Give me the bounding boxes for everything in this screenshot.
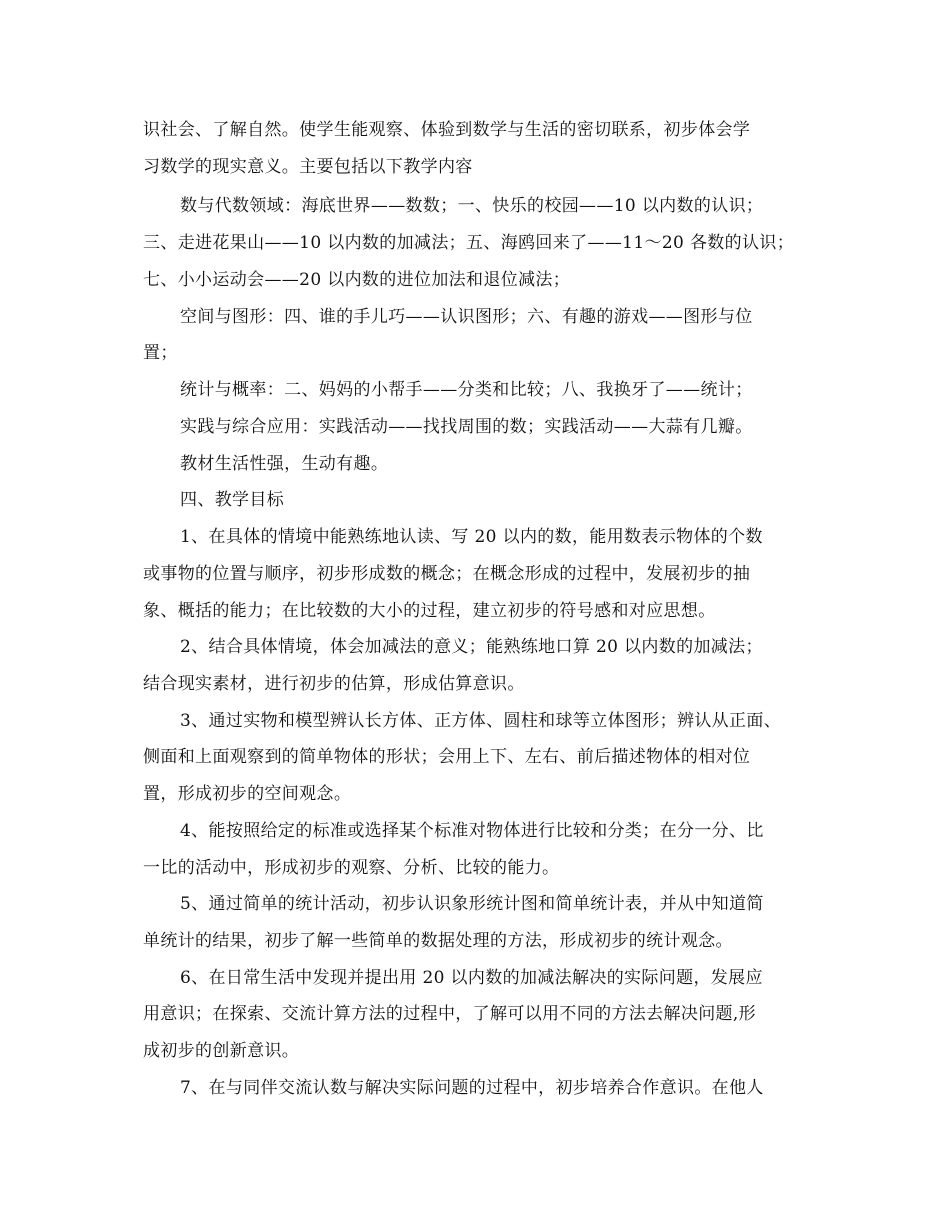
text-line: 7、在与同伴交流认数与解决实际问题的过程中，初步培养合作意识。在他人 [180,1078,764,1098]
text-line: 实践与综合应用：实践活动——找找周围的数；实践活动——大蒜有几瓣。 [180,417,753,437]
text-line: 侧面和上面观察到的简单物体的形状；会用上下、左右、前后描述物体的相对位 [143,747,751,767]
text-line: 统计与概率：二、妈妈的小帮手——分类和比较；八、我换牙了——统计； [180,380,753,400]
text-line: 2、结合具体情境，体会加减法的意义；能熟练地口算 20 以内数的加减法； [180,637,763,657]
text-line: 习数学的现实意义。主要包括以下教学内容 [143,157,473,177]
text-line: 结合现实素材，进行初步的估算，形成估算意识。 [143,674,525,694]
text-line: 教材生活性强，生动有趣。 [180,454,389,474]
text-line: 6、在日常生活中发现并提出用 20 以内数的加减法解决的实际问题，发展应 [180,968,763,988]
text-line: 5、通过简单的统计活动，初步认识象形统计图和简单统计表，并从中知道简 [180,894,764,914]
text-line: 空间与图形：四、谁的手儿巧——认识图形；六、有趣的游戏——图形与位 [180,307,753,327]
text-line: 或事物的位置与顺序，初步形成数的概念；在概念形成的过程中，发展初步的抽 [143,564,751,584]
text-line: 识社会、了解自然。使学生能观察、体验到数学与生活的密切联系，初步体会学 [143,120,751,140]
text-line: 单统计的结果，初步了解一些简单的数据处理的方法，形成初步的统计观念。 [143,931,733,951]
text-line: 1、在具体的情境中能熟练地认读、写 20 以内的数，能用数表示物体的个数 [180,527,763,547]
text-line: 成初步的创新意识。 [143,1041,300,1061]
section-heading: 四、教学目标 [180,490,285,510]
text-line: 一比的活动中，形成初步的观察、分析、比较的能力。 [143,858,560,878]
text-line: 置，形成初步的空间观念。 [143,784,352,804]
text-line: 七、小小运动会——20 以内数的进位加法和退位减法； [143,270,571,290]
text-line: 4、能按照给定的标准或选择某个标准对物体进行比较和分类；在分一分、比 [180,821,764,841]
text-line: 数与代数领域：海底世界——数数；一、快乐的校园——10 以内数的认识； [180,196,764,216]
text-line: 三、走进花果山——10 以内数的加减法；五、海鸥回来了——11～20 各数的认识； [143,233,795,253]
text-line: 用意识；在探索、交流计算方法的过程中，了解可以用不同的方法去解决问题,形 [143,1004,757,1024]
text-line: 置； [143,343,178,363]
text-line: 象、概括的能力；在比较数的大小的过程，建立初步的符号感和对应思想。 [143,601,716,621]
text-line: 3、通过实物和模型辨认长方体、正方体、圆柱和球等立体图形；辨认从正面、 [180,711,782,731]
